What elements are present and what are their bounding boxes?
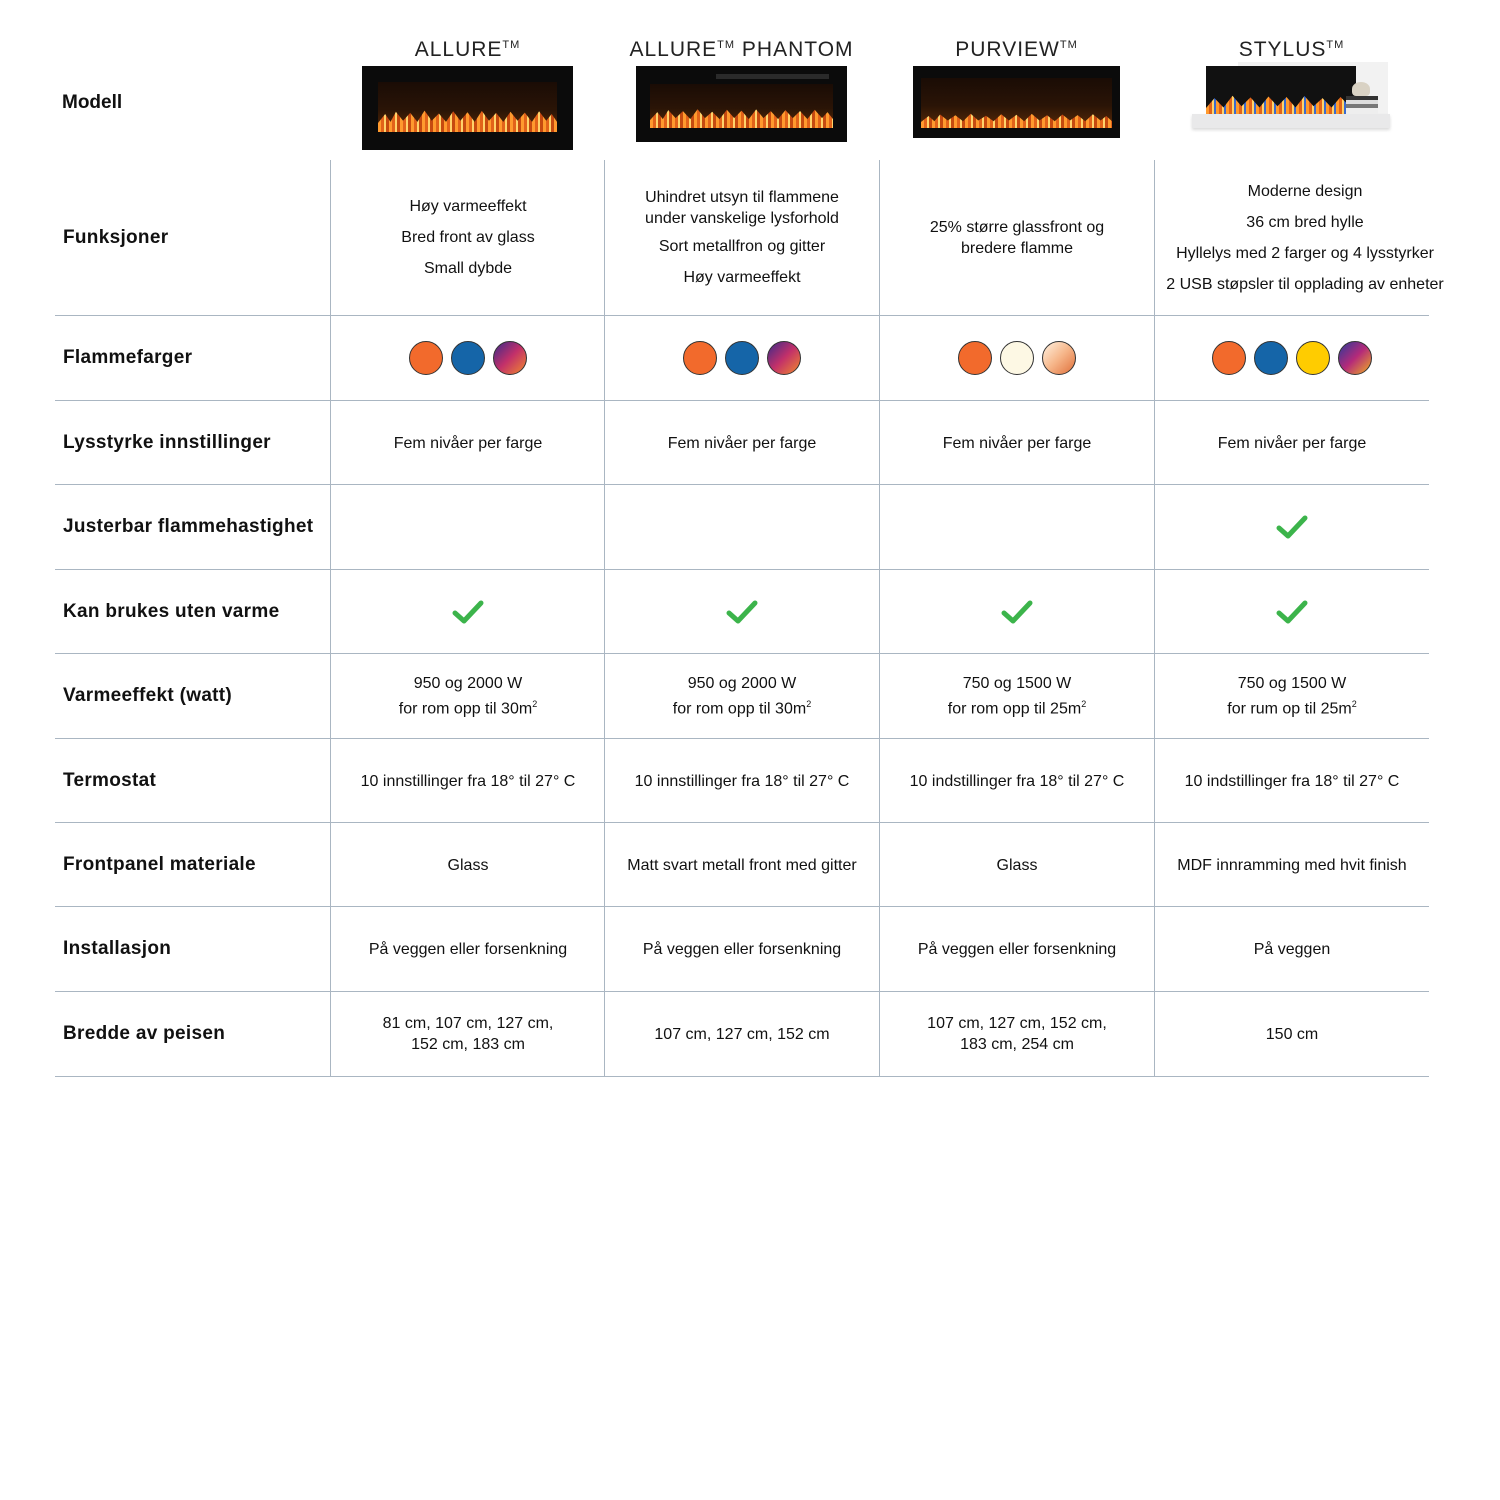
flame-color-swatch-cream bbox=[1000, 341, 1034, 375]
brightness-cell-allure-phantom: Fem nivåer per farge bbox=[604, 401, 879, 485]
installation-cell-allure-phantom: På veggen eller forsenkning bbox=[604, 907, 879, 991]
front-material-cell-stylus: MDF innramming med hvit finish bbox=[1154, 823, 1429, 907]
heat-output-area: for rom opp til $25m^2$ bbox=[947, 698, 1087, 718]
model-name-purview: PURVIEW™ bbox=[955, 38, 1078, 61]
flame-speed-cell-stylus bbox=[1154, 485, 1429, 569]
width-cell-purview bbox=[879, 992, 1154, 1076]
row-label-flame-speed: Justerbar flammehastighet bbox=[63, 516, 314, 537]
feature-text: 25% større glassfront og bredere flamme bbox=[929, 218, 1105, 257]
flame-color-swatch-multi-warm bbox=[1042, 341, 1076, 375]
brightness-cell-allure: Fem nivåer per farge bbox=[330, 401, 605, 485]
flame-color-swatch-blue bbox=[1254, 341, 1288, 375]
flame-speed-cell-purview bbox=[879, 485, 1154, 569]
no-heat-cell-allure-phantom bbox=[604, 570, 879, 654]
fireplace-image-allure bbox=[362, 66, 573, 150]
width-cell-allure bbox=[330, 992, 605, 1076]
flame-color-swatch-orange bbox=[409, 341, 443, 375]
thermostat-cell-allure-phantom: 10 innstillinger fra 18° til 27° C bbox=[604, 739, 879, 823]
flame-color-swatch-orange bbox=[958, 341, 992, 375]
installation-cell-purview: På veggen eller forsenkning bbox=[879, 907, 1154, 991]
flame-color-swatch-yellow bbox=[1296, 341, 1330, 375]
row-features bbox=[55, 160, 1444, 315]
checkmark-icon bbox=[1276, 599, 1308, 625]
no-heat-cell-purview bbox=[879, 570, 1154, 654]
flame-color-swatch-blue bbox=[725, 341, 759, 375]
feature-text: 2 USB støpsler til opplading av enheter bbox=[1166, 275, 1444, 293]
checkmark-icon bbox=[1001, 599, 1033, 625]
brightness-cell-purview: Fem nivåer per farge bbox=[879, 401, 1154, 485]
heat-output-cell-allure-phantom bbox=[604, 654, 879, 738]
row-width bbox=[55, 991, 1429, 1077]
row-installation bbox=[55, 906, 1429, 991]
row-label-installation: Installasjon bbox=[63, 938, 172, 959]
row-brightness bbox=[55, 400, 1429, 485]
features-cell-allure-phantom bbox=[604, 160, 879, 315]
thermostat-cell-purview: 10 indstillinger fra 18° til 27° C bbox=[879, 739, 1154, 823]
model-name-allure: ALLURE™ bbox=[414, 38, 521, 61]
heat-output-watt: 750 og 1500 W bbox=[1237, 674, 1347, 692]
row-front-material bbox=[55, 822, 1429, 907]
row-label-features: Funksjoner bbox=[63, 226, 169, 248]
width-cell-allure-phantom bbox=[604, 992, 879, 1076]
width-text: 81 cm, 107 cm, 127 cm, bbox=[382, 1015, 554, 1032]
heat-output-area: for rom opp til $30m^2$ bbox=[398, 698, 538, 718]
row-no-heat bbox=[55, 569, 1429, 654]
heat-output-cell-purview bbox=[879, 654, 1154, 738]
front-material-cell-allure: Glass bbox=[330, 823, 605, 907]
model-name-stylus: STYLUS™ bbox=[1238, 38, 1345, 61]
installation-cell-stylus: På veggen bbox=[1154, 907, 1429, 991]
front-material-cell-purview: Glass bbox=[879, 823, 1154, 907]
feature-text: Hyllelys med 2 farger og 4 lysstyrker bbox=[1176, 244, 1434, 262]
brightness-cell-stylus: Fem nivåer per farge bbox=[1154, 401, 1429, 485]
row-label-heat-output: Varmeeffekt (watt) bbox=[63, 685, 233, 706]
model-row-label: Modell bbox=[62, 92, 123, 113]
model-column-stylus bbox=[1154, 30, 1429, 132]
fireplace-image-stylus bbox=[1192, 62, 1392, 132]
flame-color-swatch-multi bbox=[493, 341, 527, 375]
features-cell-stylus bbox=[1154, 160, 1455, 315]
flame-color-swatch-multi-wide bbox=[1338, 341, 1372, 375]
fireplace-image-allure-phantom bbox=[636, 66, 847, 142]
feature-text: Sort metallfron og gitter bbox=[658, 238, 826, 255]
flame-speed-cell-allure-phantom bbox=[604, 485, 879, 569]
flame-colors-cell-allure-phantom bbox=[604, 316, 879, 400]
feature-text: Bred front av glass bbox=[401, 229, 535, 246]
thermostat-cell-stylus: 10 indstillinger fra 18° til 27° C bbox=[1154, 739, 1429, 823]
no-heat-cell-allure bbox=[330, 570, 605, 654]
heat-output-watt: 750 og 1500 W bbox=[962, 674, 1072, 692]
width-text: 107 cm, 127 cm, 152 cm, bbox=[927, 1015, 1107, 1032]
row-label-thermostat: Termostat bbox=[63, 770, 157, 791]
feature-text: Small dybde bbox=[423, 260, 513, 277]
row-label-brightness: Lysstyrke innstillinger bbox=[63, 432, 271, 453]
model-column-allure bbox=[330, 30, 605, 150]
row-label-no-heat: Kan brukes uten varme bbox=[63, 601, 280, 622]
features-cell-allure bbox=[330, 160, 605, 315]
width-text: 152 cm, 183 cm bbox=[411, 1036, 525, 1053]
width-text: 150 cm bbox=[1265, 1025, 1319, 1043]
model-column-allure-phantom bbox=[604, 30, 879, 142]
width-text: 107 cm, 127 cm, 152 cm bbox=[654, 1025, 830, 1043]
thermostat-cell-allure: 10 innstillinger fra 18° til 27° C bbox=[330, 739, 605, 823]
heat-output-cell-stylus bbox=[1154, 654, 1429, 738]
heat-output-area: for rum op til $25m^2$ bbox=[1227, 698, 1357, 718]
width-text: 183 cm, 254 cm bbox=[960, 1036, 1074, 1053]
flame-color-swatch-orange bbox=[1212, 341, 1246, 375]
checkmark-icon bbox=[1276, 514, 1308, 540]
row-thermostat bbox=[55, 738, 1429, 823]
flame-color-swatch-blue bbox=[451, 341, 485, 375]
flame-color-swatch-orange bbox=[683, 341, 717, 375]
heat-output-cell-allure bbox=[330, 654, 605, 738]
feature-text: Høy varmeeffekt bbox=[683, 269, 801, 286]
row-heat-output bbox=[55, 653, 1429, 738]
row-flame-speed bbox=[55, 484, 1429, 569]
row-flame-colors bbox=[55, 315, 1429, 400]
feature-text: Moderne design bbox=[1247, 182, 1363, 200]
model-name-allure-phantom: ALLURE™ PHANTOM bbox=[629, 38, 854, 61]
row-label-front-material: Frontpanel materiale bbox=[63, 854, 256, 875]
checkmark-icon bbox=[452, 599, 484, 625]
checkmark-icon bbox=[726, 599, 758, 625]
flame-speed-cell-allure bbox=[330, 485, 605, 569]
flame-colors-cell-purview bbox=[879, 316, 1154, 400]
fireplace-image-purview bbox=[913, 66, 1120, 138]
flame-color-swatch-multi bbox=[767, 341, 801, 375]
feature-text: Høy varmeeffekt bbox=[409, 198, 527, 215]
feature-text: 36 cm bred hylle bbox=[1246, 213, 1364, 231]
installation-cell-allure: På veggen eller forsenkning bbox=[330, 907, 605, 991]
heat-output-area: for rom opp til $30m^2$ bbox=[672, 698, 812, 718]
no-heat-cell-stylus bbox=[1154, 570, 1429, 654]
heat-output-watt: 950 og 2000 W bbox=[687, 674, 797, 692]
flame-colors-cell-stylus bbox=[1154, 316, 1429, 400]
flame-colors-cell-allure bbox=[330, 316, 605, 400]
width-cell-stylus bbox=[1154, 992, 1429, 1076]
model-column-purview bbox=[879, 30, 1154, 138]
front-material-cell-allure-phantom: Matt svart metall front med gitter bbox=[604, 823, 879, 907]
heat-output-watt: 950 og 2000 W bbox=[413, 674, 523, 692]
row-label-flame-colors: Flammefarger bbox=[63, 347, 193, 368]
model-header-row bbox=[0, 0, 1500, 160]
feature-text: Uhindret utsyn til flammene under vanskelige lysforhold bbox=[645, 189, 839, 227]
row-label-width: Bredde av peisen bbox=[63, 1023, 226, 1044]
features-cell-purview bbox=[879, 160, 1154, 315]
